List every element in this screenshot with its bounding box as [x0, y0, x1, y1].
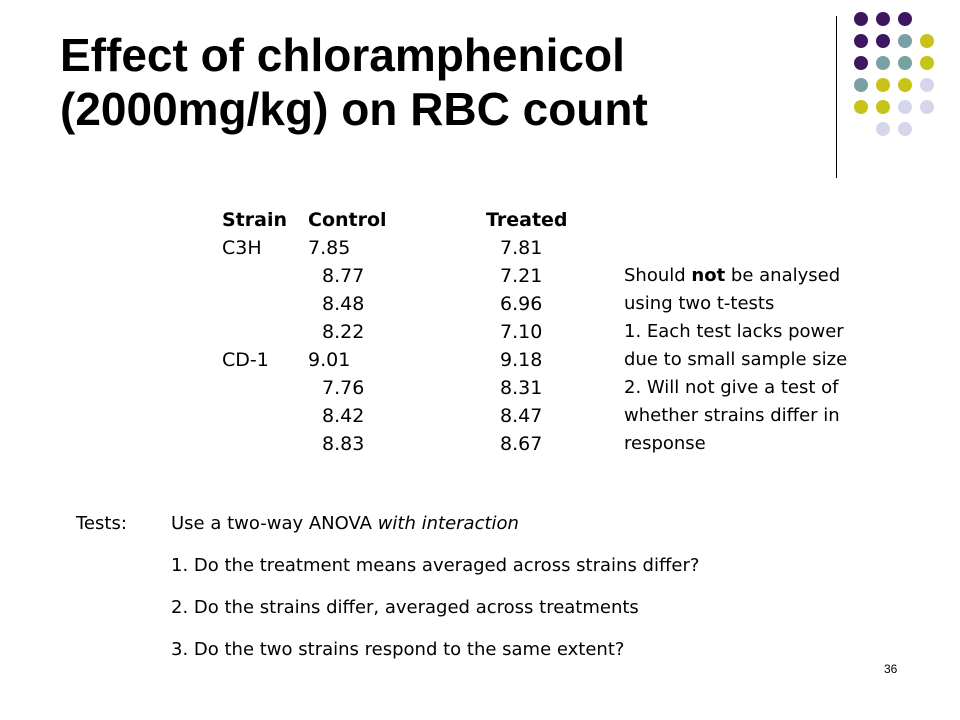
- decorative-dot: [876, 122, 890, 136]
- control-cell: 8.22: [322, 321, 365, 343]
- strain-cell: [222, 402, 308, 430]
- table-header-row: [222, 206, 600, 234]
- decorative-dot: [876, 34, 890, 48]
- test-question-1: 1. Do the treatment means averaged across strains differ?: [171, 555, 700, 576]
- note-line-1: [624, 262, 924, 290]
- decorative-dot: [854, 100, 868, 114]
- title-line-1: Effect of chloramphenicol: [60, 29, 625, 81]
- table-row: [222, 262, 600, 290]
- decorative-dot: [898, 56, 912, 70]
- note-line-5: 2. Will not give a test of: [624, 377, 839, 398]
- treated-cell: 8.47: [500, 405, 543, 427]
- decorative-dot: [898, 100, 912, 114]
- strain-cell: [222, 262, 308, 290]
- decorative-dot: [854, 56, 868, 70]
- control-cell: 7.76: [322, 377, 365, 399]
- decorative-dot: [898, 122, 912, 136]
- control-cell: 8.83: [322, 433, 365, 455]
- intro-emphasis: with interaction: [377, 513, 519, 534]
- slide-title: [60, 28, 780, 136]
- note-line-2: using two t-tests: [624, 293, 775, 314]
- decorative-dot: [854, 12, 868, 26]
- strain-cell: [222, 430, 308, 458]
- header-control: Control: [308, 209, 387, 231]
- header-treated: Treated: [486, 209, 568, 231]
- title-line-2: (2000mg/kg) on RBC count: [60, 83, 648, 135]
- note-line-7: response: [624, 433, 706, 454]
- table-row: [222, 402, 600, 430]
- decorative-dot: [920, 34, 934, 48]
- decorative-dot: [898, 12, 912, 26]
- treated-cell: 6.96: [500, 293, 543, 315]
- note-emphasis: not: [691, 265, 726, 286]
- decorative-dot: [898, 34, 912, 48]
- decorative-dot: [854, 78, 868, 92]
- control-cell: 8.48: [322, 293, 365, 315]
- strain-cell: [222, 290, 308, 318]
- note-text: Should: [624, 265, 692, 286]
- decorative-dot: [876, 56, 890, 70]
- tests-list: [171, 510, 871, 678]
- table-row: [222, 430, 600, 458]
- treated-cell: 7.21: [500, 265, 543, 287]
- control-cell: 8.77: [322, 265, 365, 287]
- treated-cell: 7.81: [500, 237, 543, 259]
- tests-intro: [171, 510, 871, 538]
- treated-cell: 7.10: [500, 321, 543, 343]
- treated-cell: 8.67: [500, 433, 543, 455]
- decorative-dot: [876, 78, 890, 92]
- note-line-3: 1. Each test lacks power: [624, 321, 844, 342]
- test-question-2: 2. Do the strains differ, averaged across treatments: [171, 597, 639, 618]
- table-row: [222, 290, 600, 318]
- decorative-dot: [876, 100, 890, 114]
- rbc-data-table: [222, 206, 600, 458]
- treated-cell: 8.31: [500, 377, 543, 399]
- table-row: [222, 318, 600, 346]
- table-row: [222, 346, 600, 374]
- table-row: [222, 374, 600, 402]
- control-cell: 8.42: [322, 405, 365, 427]
- test-question-3: 3. Do the two strains respond to the same extent?: [171, 639, 625, 660]
- header-strain: Strain: [222, 209, 287, 231]
- strain-cell: [222, 318, 308, 346]
- strain-cell: [222, 374, 308, 402]
- decorative-dot: [854, 34, 868, 48]
- decorative-dot: [898, 78, 912, 92]
- decorative-dot: [876, 12, 890, 26]
- intro-text: Use a two-way ANOVA: [171, 513, 378, 534]
- note-line-4: due to small sample size: [624, 349, 848, 370]
- decorative-dot-grid: [854, 12, 954, 162]
- decorative-dot: [920, 56, 934, 70]
- control-cell: 7.85: [308, 237, 351, 259]
- tests-label: Tests:: [76, 513, 127, 534]
- analysis-note: [624, 262, 924, 458]
- control-cell: 9.01: [308, 349, 351, 371]
- decorative-dot: [920, 100, 934, 114]
- treated-cell: 9.18: [500, 349, 543, 371]
- vertical-divider: [836, 16, 837, 178]
- note-text: be analysed: [725, 265, 841, 286]
- page-number: 36: [884, 662, 898, 676]
- table-row: [222, 234, 600, 262]
- strain-cell: C3H: [222, 237, 262, 259]
- strain-cell: CD-1: [222, 349, 269, 371]
- decorative-dot: [920, 78, 934, 92]
- note-line-6: whether strains differ in: [624, 405, 840, 426]
